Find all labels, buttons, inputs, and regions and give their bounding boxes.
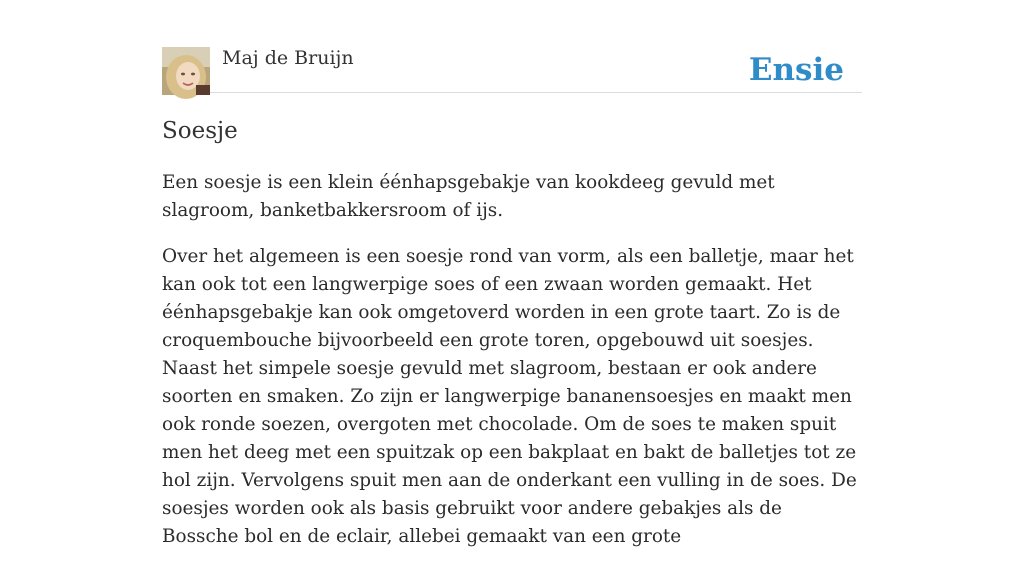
author-name[interactable]: Maj de Bruijn: [222, 47, 354, 69]
author-avatar[interactable]: [162, 47, 210, 95]
article-paragraph: Een soesje is een klein éénhapsgebakje van kookdeeg gevuld met slagroom, banketbakkersroom of ijs.: [162, 172, 775, 221]
article-page: [162, 0, 862, 547]
user-photo-icon: [162, 47, 210, 95]
ensie-logo[interactable]: Ensie: [748, 52, 844, 88]
article-header: [162, 0, 862, 93]
article-paragraph: Over het algemeen is een soesje rond van vorm, als een balletje, maar het kan ook tot een langwerpige soes of een zwaan worden gemaakt. Het éénhapsgebakje kan ook omgetoverd worden in een grote taart. Zo is de croquembouche bijvoorbeeld een grote toren, opgebouwd uit soesjes. Naast het simpele soesje gevuld met slagroom, bestaan er ook andere soorten en smaken. Zo zijn er langwerpige bananensoesjes en maakt men ook ronde soezen, overgoten met chocolade. Om de soes te maken spuit men het deeg met een spuitzak op een bakplaat en bakt de balletjes tot ze hol zijn. Vervolgens spuit men aan de onderkant een vulling in de soes. De soesjes worden ook als basis gebruikt voor andere gebakjes als de Bossche bol en de eclair, allebei gemaakt van een grote: [162, 246, 857, 547]
article-title: Soesje: [162, 118, 238, 144]
article-body: [162, 169, 862, 569]
